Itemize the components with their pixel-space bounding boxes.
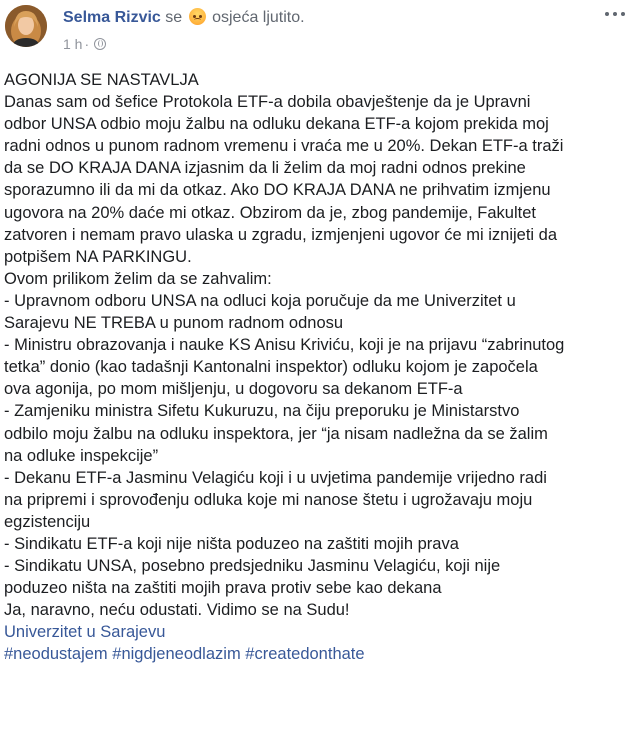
dot-icon xyxy=(621,12,625,16)
avatar[interactable] xyxy=(5,5,47,47)
post-text-line: da se DO KRAJA DANA izjasnim da li želim da moj radni odnos prekine xyxy=(4,159,526,178)
meta-separator: · xyxy=(84,36,90,52)
angry-face-icon xyxy=(189,8,206,25)
post-meta xyxy=(63,35,106,53)
post-text-line: sporazumno ili da mi da otkaz. Ako DO KRAJA DANA ne prihvatim izmjenu xyxy=(4,181,551,200)
post-text-line: na odluke inspekcije” xyxy=(4,446,159,465)
author-name[interactable]: Selma Rizvic xyxy=(63,9,161,26)
post-text-line: - Sindikatu ETF-a koji nije ništa poduzeo na zaštiti mojih prava xyxy=(4,534,459,553)
post-text-line: odbilo moju žalbu na odluku inspektora, jer “ja nisam nadležna da se žalim xyxy=(4,424,548,443)
more-options-button[interactable] xyxy=(603,8,627,20)
post-text-line: - Dekanu ETF-a Jasminu Velagiću koji i u uvjetima pandemije vrijedno radi xyxy=(4,468,547,487)
post-text-line: radni odnos u punom radnom vremenu i vraća me u 20%. Dekan ETF-a traži xyxy=(4,137,564,156)
feeling-text[interactable]: osjeća ljutito. xyxy=(212,9,305,26)
post-text-line: - Zamjeniku ministra Sifetu Kukuruzu, na čiju preporuku je Ministarstvo xyxy=(4,402,520,421)
hashtag-link[interactable]: #createdonthate xyxy=(245,645,365,664)
post-title: AGONIJA SE NASTAVLJA xyxy=(4,71,199,89)
post-text-line: potpišem NA PARKINGU. xyxy=(4,247,192,266)
post-text-line: zatvoren i nemam pravo ulaska u zgradu, izmjenjeni ugovor će mi iznijeti da xyxy=(4,225,558,244)
dot-icon xyxy=(613,12,617,16)
dot-icon xyxy=(605,12,609,16)
author-line xyxy=(63,8,305,28)
post-text-line: ova agonija, po mom mišljenju, u dogovoru sa dekanom ETF-a xyxy=(4,380,463,399)
post-time[interactable]: 1 h xyxy=(63,36,83,52)
post-text-line: Ja, naravno, neću odustati. Vidimo se na Sudu! xyxy=(4,601,350,620)
hashtag-link[interactable]: #neodustajem xyxy=(4,645,108,664)
post-text-line: ugovora na 20% daće mi otkaz. Obzirom da je, zbog pandemije, Fakultet xyxy=(4,203,536,222)
post-text-line: - Ministru obrazovanja i nauke KS Anisu Kriviću, koji je na prijavu “zabrinutog xyxy=(4,336,565,355)
post-text-line: poduzeo ništa na zaštiti mojih prava protiv sebe kao dekana xyxy=(4,579,442,598)
hashtags xyxy=(4,643,626,665)
post-text-line: Ovom prilikom želim da se zahvalim: xyxy=(4,269,272,288)
post-text-line: - Sindikatu UNSA, posebno predsjedniku Jasminu Velagiću, koji nije xyxy=(4,557,501,576)
globe-icon[interactable] xyxy=(94,38,106,50)
post-text-line: Danas sam od šefice Protokola ETF-a dobila obavještenje da je Upravni xyxy=(4,93,531,112)
post-text-line: - Upravnom odboru UNSA na odluci koja poručuje da me Univerzitet u xyxy=(4,291,516,310)
post-header xyxy=(0,0,632,60)
post-body xyxy=(4,69,626,666)
feeling-prefix: se xyxy=(165,9,183,26)
post-text-line: odbor UNSA odbio moju žalbu na odluku dekana ETF-a kojom prekida moj xyxy=(4,115,549,134)
post-text-line: egzistenciju xyxy=(4,512,91,531)
tag-link[interactable]: Univerzitet u Sarajevu xyxy=(4,623,166,642)
hashtag-link[interactable]: #nigdjeneodlazim xyxy=(112,645,241,664)
avatar-photo-icon xyxy=(5,5,47,47)
post-text-line: Sarajevu NE TREBA u punom radnom odnosu xyxy=(4,314,344,333)
post-text-line: na pripremi i sprovođenju odluka koje mi nanose štetu i ugrožavaju moju xyxy=(4,490,533,509)
post-text-line: tetka” donio (kao tadašnji Kantonalni inspektor) odluku kojom je započela xyxy=(4,358,538,377)
